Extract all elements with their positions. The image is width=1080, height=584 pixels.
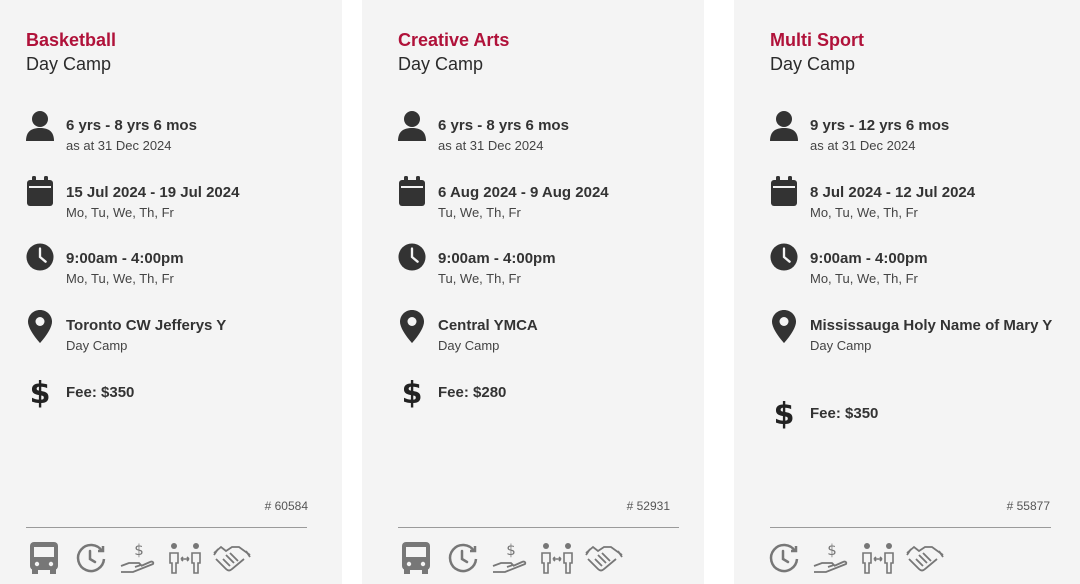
financial-assistance-icon[interactable]	[811, 538, 851, 578]
svg-text:$: $	[402, 376, 422, 408]
fee: Fee: $280	[438, 384, 507, 401]
date-range: 15 Jul 2024 - 19 Jul 2024	[66, 184, 240, 201]
date-days: Tu, We, Th, Fr	[438, 205, 521, 220]
location-name[interactable]: Toronto CW Jefferys Y	[66, 317, 227, 334]
camp-card[interactable]	[362, 0, 704, 584]
map-pin-icon	[26, 310, 54, 342]
feature-icons	[396, 538, 631, 578]
map-pin-icon	[398, 310, 426, 342]
financial-assistance-icon[interactable]	[118, 538, 158, 578]
time-days: Tu, We, Th, Fr	[438, 271, 521, 286]
clock-icon	[770, 242, 798, 274]
feature-icons	[764, 538, 952, 578]
fee: Fee: $350	[66, 384, 135, 401]
camp-card[interactable]	[734, 0, 1080, 584]
age-range: 6 yrs - 8 yrs 6 mos	[438, 117, 569, 134]
fee: Fee: $350	[810, 405, 879, 422]
age-range: 9 yrs - 12 yrs 6 mos	[810, 117, 950, 134]
age-range: 6 yrs - 8 yrs 6 mos	[66, 117, 197, 134]
svg-text:$: $	[134, 541, 144, 559]
camp-card[interactable]	[0, 0, 342, 584]
time-days: Mo, Tu, We, Th, Fr	[810, 271, 918, 286]
financial-assistance-icon[interactable]	[490, 538, 530, 578]
svg-text:$: $	[506, 541, 516, 559]
feature-icons	[24, 538, 259, 578]
svg-text:$: $	[30, 376, 50, 408]
person-icon	[26, 110, 54, 142]
extended-care-clock-icon[interactable]	[443, 538, 483, 578]
dollar-icon	[26, 376, 54, 408]
location-type: Day Camp	[438, 338, 500, 353]
camp-type: Day Camp	[26, 54, 112, 74]
time-range: 9:00am - 4:00pm	[438, 250, 556, 267]
person-icon	[770, 110, 798, 142]
date-range: 8 Jul 2024 - 12 Jul 2024	[810, 184, 976, 201]
age-note: as at 31 Dec 2024	[66, 138, 172, 153]
extended-care-clock-icon[interactable]	[764, 538, 804, 578]
date-days: Mo, Tu, We, Th, Fr	[810, 205, 918, 220]
time-range: 9:00am - 4:00pm	[66, 250, 184, 267]
family-icon[interactable]	[165, 538, 205, 578]
date-days: Mo, Tu, We, Th, Fr	[66, 205, 174, 220]
camp-title[interactable]: Multi Sport	[770, 30, 864, 50]
camp-title[interactable]: Basketball	[26, 30, 117, 50]
clock-icon	[398, 242, 426, 274]
person-icon	[398, 110, 426, 142]
calendar-icon	[26, 176, 54, 208]
age-note: as at 31 Dec 2024	[438, 138, 544, 153]
bus-icon[interactable]	[396, 538, 436, 578]
location-type: Day Camp	[66, 338, 128, 353]
svg-text:$: $	[774, 397, 794, 429]
location-name[interactable]: Central YMCA	[438, 317, 538, 334]
clock-icon	[26, 242, 54, 274]
bus-icon[interactable]	[24, 538, 64, 578]
time-range: 9:00am - 4:00pm	[810, 250, 928, 267]
family-icon[interactable]	[858, 538, 898, 578]
divider	[770, 527, 1051, 528]
map-pin-icon	[770, 310, 798, 342]
camp-type: Day Camp	[770, 54, 856, 74]
partnership-handshake-icon[interactable]	[905, 538, 945, 578]
calendar-icon	[770, 176, 798, 208]
family-icon[interactable]	[537, 538, 577, 578]
time-days: Mo, Tu, We, Th, Fr	[66, 271, 174, 286]
program-number: # 60584	[264, 499, 308, 513]
svg-text:$: $	[827, 541, 837, 559]
camp-title[interactable]: Creative Arts	[398, 30, 510, 50]
camp-type: Day Camp	[398, 54, 484, 74]
location-name[interactable]: Mississauga Holy Name of Mary Y	[810, 317, 1053, 334]
extended-care-clock-icon[interactable]	[71, 538, 111, 578]
calendar-icon	[398, 176, 426, 208]
program-number: # 52931	[626, 499, 670, 513]
location-type: Day Camp	[810, 338, 872, 353]
partnership-handshake-icon[interactable]	[212, 538, 252, 578]
age-note: as at 31 Dec 2024	[810, 138, 916, 153]
dollar-icon	[398, 376, 426, 408]
dollar-icon	[770, 397, 798, 429]
divider	[398, 527, 679, 528]
date-range: 6 Aug 2024 - 9 Aug 2024	[438, 184, 609, 201]
program-number: # 55877	[1006, 499, 1050, 513]
divider	[26, 527, 307, 528]
partnership-handshake-icon[interactable]	[584, 538, 624, 578]
